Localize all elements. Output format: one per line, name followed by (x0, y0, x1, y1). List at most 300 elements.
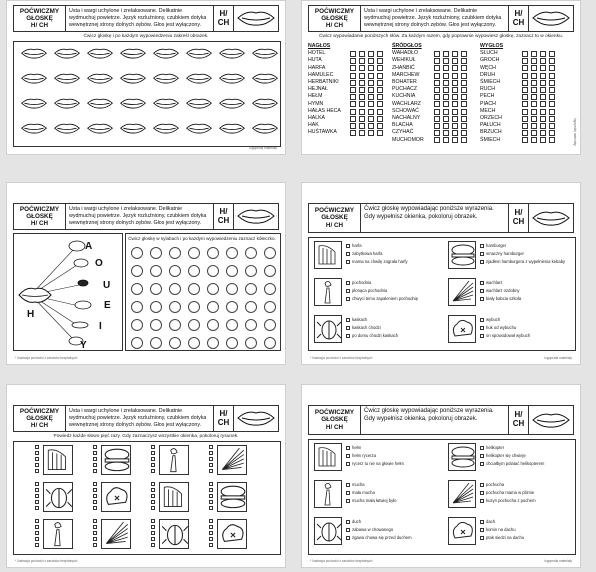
syllable-circle[interactable] (264, 283, 276, 295)
checkbox[interactable] (350, 109, 356, 115)
checkbox[interactable] (35, 537, 39, 541)
checkbox[interactable] (531, 116, 537, 122)
checkbox[interactable] (461, 51, 467, 57)
checkbox[interactable] (35, 543, 39, 547)
checkbox[interactable] (434, 94, 440, 100)
checkbox[interactable] (350, 73, 356, 79)
checkbox[interactable] (377, 58, 383, 64)
checkbox[interactable] (151, 463, 155, 467)
checkbox[interactable] (359, 80, 365, 86)
checkbox[interactable] (443, 80, 449, 86)
checkbox[interactable] (480, 252, 484, 256)
checkbox[interactable] (368, 65, 374, 71)
lips-icon[interactable] (186, 122, 212, 140)
checkbox[interactable] (443, 101, 449, 107)
checkbox[interactable] (522, 123, 528, 129)
checkbox[interactable] (452, 51, 458, 57)
checkbox[interactable] (350, 123, 356, 129)
checkbox[interactable] (209, 451, 213, 455)
lips-icon[interactable] (252, 47, 278, 65)
checkbox[interactable] (209, 469, 213, 473)
checkbox[interactable] (540, 80, 546, 86)
checkbox[interactable] (443, 109, 449, 115)
checkbox[interactable] (35, 506, 39, 510)
checkbox[interactable] (540, 130, 546, 136)
syllable-circle[interactable] (169, 319, 181, 331)
checkbox[interactable] (443, 130, 449, 136)
checkbox[interactable] (452, 109, 458, 115)
checkbox[interactable] (443, 123, 449, 129)
checkbox[interactable] (35, 463, 39, 467)
checkbox[interactable] (461, 65, 467, 71)
checkbox[interactable] (377, 101, 383, 107)
checkbox[interactable] (151, 543, 155, 547)
checkbox[interactable] (377, 109, 383, 115)
checkbox[interactable] (209, 445, 213, 449)
checkbox[interactable] (531, 51, 537, 57)
checkbox[interactable] (346, 528, 350, 532)
syllable-circle[interactable] (264, 247, 276, 259)
checkbox[interactable] (549, 94, 555, 100)
checkbox[interactable] (452, 65, 458, 71)
checkbox[interactable] (522, 73, 528, 79)
syllable-circle[interactable] (245, 247, 257, 259)
lips-icon[interactable] (153, 122, 179, 140)
checkbox[interactable] (531, 58, 537, 64)
checkbox[interactable] (522, 80, 528, 86)
checkbox[interactable] (93, 494, 97, 498)
syllable-circle[interactable] (226, 265, 238, 277)
checkbox[interactable] (346, 244, 350, 248)
checkbox[interactable] (368, 109, 374, 115)
checkbox[interactable] (346, 252, 350, 256)
checkbox[interactable] (522, 87, 528, 93)
checkbox[interactable] (359, 109, 365, 115)
checkbox[interactable] (350, 51, 356, 57)
checkbox[interactable] (443, 73, 449, 79)
checkbox[interactable] (434, 137, 440, 143)
checkbox[interactable] (346, 520, 350, 524)
syllable-circle[interactable] (169, 265, 181, 277)
checkbox[interactable] (93, 531, 97, 535)
checkbox[interactable] (549, 123, 555, 129)
checkbox[interactable] (368, 116, 374, 122)
syllable-circle[interactable] (169, 301, 181, 313)
syllable-circle[interactable] (207, 301, 219, 313)
checkbox[interactable] (434, 65, 440, 71)
checkbox[interactable] (540, 109, 546, 115)
checkbox[interactable] (359, 116, 365, 122)
checkbox[interactable] (209, 525, 213, 529)
syllable-circle[interactable] (169, 337, 181, 349)
lips-icon[interactable] (21, 122, 47, 140)
syllable-circle[interactable] (207, 283, 219, 295)
lips-icon[interactable] (87, 47, 113, 65)
checkbox[interactable] (35, 494, 39, 498)
checkbox[interactable] (461, 123, 467, 129)
syllable-circle[interactable] (207, 337, 219, 349)
checkbox[interactable] (350, 101, 356, 107)
syllable-circle[interactable] (264, 265, 276, 277)
syllable-circle[interactable] (131, 319, 143, 331)
syllable-circle[interactable] (245, 301, 257, 313)
checkbox[interactable] (346, 462, 350, 466)
lips-icon[interactable] (219, 97, 245, 115)
checkbox[interactable] (461, 109, 467, 115)
checkbox[interactable] (434, 87, 440, 93)
checkbox[interactable] (443, 51, 449, 57)
lips-icon[interactable] (252, 72, 278, 90)
checkbox[interactable] (93, 445, 97, 449)
lips-icon[interactable] (252, 122, 278, 140)
checkbox[interactable] (151, 451, 155, 455)
checkbox[interactable] (377, 73, 383, 79)
checkbox[interactable] (93, 543, 97, 547)
syllable-circle[interactable] (150, 247, 162, 259)
checkbox[interactable] (209, 537, 213, 541)
lips-icon[interactable] (120, 47, 146, 65)
lips-icon[interactable] (219, 122, 245, 140)
syllable-circle[interactable] (131, 283, 143, 295)
checkbox[interactable] (549, 73, 555, 79)
syllable-circle[interactable] (226, 319, 238, 331)
checkbox[interactable] (522, 109, 528, 115)
checkbox[interactable] (531, 80, 537, 86)
checkbox[interactable] (35, 488, 39, 492)
checkbox[interactable] (346, 289, 350, 293)
lips-icon[interactable] (252, 97, 278, 115)
checkbox[interactable] (522, 94, 528, 100)
checkbox[interactable] (461, 87, 467, 93)
lips-icon[interactable] (186, 72, 212, 90)
checkbox[interactable] (151, 537, 155, 541)
checkbox[interactable] (434, 109, 440, 115)
checkbox[interactable] (346, 260, 350, 264)
checkbox[interactable] (346, 318, 350, 322)
checkbox[interactable] (434, 73, 440, 79)
checkbox[interactable] (522, 137, 528, 143)
checkbox[interactable] (452, 94, 458, 100)
checkbox[interactable] (359, 58, 365, 64)
checkbox[interactable] (93, 525, 97, 529)
checkbox[interactable] (531, 137, 537, 143)
syllable-circle[interactable] (207, 247, 219, 259)
checkbox[interactable] (443, 116, 449, 122)
checkbox[interactable] (540, 101, 546, 107)
lips-icon[interactable] (54, 72, 80, 90)
syllable-circle[interactable] (245, 283, 257, 295)
checkbox[interactable] (461, 58, 467, 64)
checkbox[interactable] (531, 123, 537, 129)
checkbox[interactable] (35, 500, 39, 504)
lips-icon[interactable] (54, 47, 80, 65)
checkbox[interactable] (549, 116, 555, 122)
checkbox[interactable] (531, 94, 537, 100)
checkbox[interactable] (434, 101, 440, 107)
checkbox[interactable] (461, 73, 467, 79)
syllable-circle[interactable] (188, 319, 200, 331)
syllable-circle[interactable] (131, 337, 143, 349)
checkbox[interactable] (480, 491, 484, 495)
checkbox[interactable] (452, 137, 458, 143)
syllable-circle[interactable] (207, 319, 219, 331)
checkbox[interactable] (368, 51, 374, 57)
checkbox[interactable] (443, 137, 449, 143)
checkbox[interactable] (151, 519, 155, 523)
syllable-circle[interactable] (150, 265, 162, 277)
syllable-circle[interactable] (245, 337, 257, 349)
checkbox[interactable] (452, 87, 458, 93)
syllable-circle[interactable] (131, 301, 143, 313)
checkbox[interactable] (452, 123, 458, 129)
checkbox[interactable] (480, 281, 484, 285)
checkbox[interactable] (151, 445, 155, 449)
syllable-circle[interactable] (131, 265, 143, 277)
lips-icon[interactable] (186, 97, 212, 115)
checkbox[interactable] (151, 506, 155, 510)
checkbox[interactable] (151, 482, 155, 486)
checkbox[interactable] (549, 130, 555, 136)
syllable-circle[interactable] (169, 283, 181, 295)
checkbox[interactable] (531, 130, 537, 136)
syllable-circle[interactable] (207, 265, 219, 277)
checkbox[interactable] (531, 109, 537, 115)
lips-icon[interactable] (120, 122, 146, 140)
syllable-circle[interactable] (245, 265, 257, 277)
checkbox[interactable] (93, 451, 97, 455)
syllable-circle[interactable] (150, 319, 162, 331)
checkbox[interactable] (359, 123, 365, 129)
checkbox[interactable] (549, 51, 555, 57)
checkbox[interactable] (377, 94, 383, 100)
checkbox[interactable] (35, 519, 39, 523)
checkbox[interactable] (359, 51, 365, 57)
checkbox[interactable] (209, 506, 213, 510)
checkbox[interactable] (350, 65, 356, 71)
checkbox[interactable] (480, 528, 484, 532)
checkbox[interactable] (522, 65, 528, 71)
checkbox[interactable] (209, 482, 213, 486)
checkbox[interactable] (151, 469, 155, 473)
checkbox[interactable] (540, 123, 546, 129)
checkbox[interactable] (93, 519, 97, 523)
syllable-circle[interactable] (226, 247, 238, 259)
checkbox[interactable] (434, 58, 440, 64)
checkbox[interactable] (209, 457, 213, 461)
lips-icon[interactable] (186, 47, 212, 65)
syllable-circle[interactable] (150, 337, 162, 349)
syllable-circle[interactable] (264, 337, 276, 349)
checkbox[interactable] (522, 116, 528, 122)
checkbox[interactable] (540, 58, 546, 64)
lips-icon[interactable] (54, 122, 80, 140)
checkbox[interactable] (377, 130, 383, 136)
lips-icon[interactable] (120, 72, 146, 90)
lips-icon[interactable] (219, 47, 245, 65)
checkbox[interactable] (540, 94, 546, 100)
checkbox[interactable] (35, 445, 39, 449)
syllable-circle[interactable] (245, 319, 257, 331)
checkbox[interactable] (35, 469, 39, 473)
checkbox[interactable] (522, 58, 528, 64)
checkbox[interactable] (452, 73, 458, 79)
checkbox[interactable] (368, 80, 374, 86)
checkbox[interactable] (480, 446, 484, 450)
lips-icon[interactable] (87, 97, 113, 115)
checkbox[interactable] (35, 525, 39, 529)
checkbox[interactable] (452, 101, 458, 107)
checkbox[interactable] (461, 130, 467, 136)
checkbox[interactable] (480, 483, 484, 487)
syllable-circle[interactable] (188, 301, 200, 313)
checkbox[interactable] (35, 531, 39, 535)
checkbox[interactable] (359, 94, 365, 100)
checkbox[interactable] (35, 451, 39, 455)
checkbox[interactable] (531, 73, 537, 79)
checkbox[interactable] (377, 80, 383, 86)
checkbox[interactable] (359, 130, 365, 136)
checkbox[interactable] (480, 326, 484, 330)
checkbox[interactable] (531, 101, 537, 107)
checkbox[interactable] (368, 58, 374, 64)
checkbox[interactable] (350, 94, 356, 100)
syllable-circle[interactable] (188, 247, 200, 259)
checkbox[interactable] (480, 499, 484, 503)
lips-icon[interactable] (87, 72, 113, 90)
checkbox[interactable] (151, 457, 155, 461)
checkbox[interactable] (35, 482, 39, 486)
checkbox[interactable] (531, 87, 537, 93)
checkbox[interactable] (151, 531, 155, 535)
checkbox[interactable] (480, 536, 484, 540)
checkbox[interactable] (346, 491, 350, 495)
checkbox[interactable] (452, 130, 458, 136)
checkbox[interactable] (346, 454, 350, 458)
checkbox[interactable] (346, 499, 350, 503)
checkbox[interactable] (549, 87, 555, 93)
checkbox[interactable] (377, 123, 383, 129)
checkbox[interactable] (480, 260, 484, 264)
checkbox[interactable] (346, 536, 350, 540)
checkbox[interactable] (522, 51, 528, 57)
checkbox[interactable] (350, 130, 356, 136)
lips-icon[interactable] (219, 72, 245, 90)
checkbox[interactable] (346, 446, 350, 450)
lips-icon[interactable] (21, 47, 47, 65)
checkbox[interactable] (350, 80, 356, 86)
checkbox[interactable] (443, 58, 449, 64)
checkbox[interactable] (368, 94, 374, 100)
checkbox[interactable] (531, 65, 537, 71)
checkbox[interactable] (151, 525, 155, 529)
checkbox[interactable] (452, 58, 458, 64)
checkbox[interactable] (434, 123, 440, 129)
checkbox[interactable] (359, 101, 365, 107)
checkbox[interactable] (443, 65, 449, 71)
checkbox[interactable] (540, 73, 546, 79)
checkbox[interactable] (209, 500, 213, 504)
checkbox[interactable] (368, 123, 374, 129)
checkbox[interactable] (549, 58, 555, 64)
checkbox[interactable] (359, 87, 365, 93)
checkbox[interactable] (93, 463, 97, 467)
checkbox[interactable] (480, 297, 484, 301)
lips-icon[interactable] (87, 122, 113, 140)
lips-icon[interactable] (21, 72, 47, 90)
checkbox[interactable] (346, 334, 350, 338)
checkbox[interactable] (377, 116, 383, 122)
checkbox[interactable] (549, 101, 555, 107)
checkbox[interactable] (209, 488, 213, 492)
lips-icon[interactable] (120, 97, 146, 115)
syllable-circle[interactable] (226, 301, 238, 313)
checkbox[interactable] (368, 73, 374, 79)
checkbox[interactable] (93, 500, 97, 504)
checkbox[interactable] (368, 130, 374, 136)
checkbox[interactable] (346, 326, 350, 330)
checkbox[interactable] (461, 80, 467, 86)
checkbox[interactable] (350, 87, 356, 93)
checkbox[interactable] (540, 87, 546, 93)
checkbox[interactable] (461, 94, 467, 100)
lips-icon[interactable] (153, 47, 179, 65)
syllable-circle[interactable] (188, 265, 200, 277)
checkbox[interactable] (522, 130, 528, 136)
checkbox[interactable] (377, 51, 383, 57)
checkbox[interactable] (540, 65, 546, 71)
checkbox[interactable] (461, 137, 467, 143)
lips-icon[interactable] (21, 97, 47, 115)
checkbox[interactable] (151, 500, 155, 504)
checkbox[interactable] (434, 116, 440, 122)
checkbox[interactable] (540, 137, 546, 143)
checkbox[interactable] (480, 454, 484, 458)
lips-icon[interactable] (54, 97, 80, 115)
checkbox[interactable] (350, 116, 356, 122)
checkbox[interactable] (522, 101, 528, 107)
lips-icon[interactable] (153, 97, 179, 115)
checkbox[interactable] (434, 51, 440, 57)
syllable-circle[interactable] (188, 337, 200, 349)
checkbox[interactable] (452, 116, 458, 122)
checkbox[interactable] (209, 543, 213, 547)
checkbox[interactable] (93, 469, 97, 473)
checkbox[interactable] (377, 87, 383, 93)
checkbox[interactable] (151, 488, 155, 492)
checkbox[interactable] (480, 318, 484, 322)
checkbox[interactable] (346, 483, 350, 487)
checkbox[interactable] (549, 65, 555, 71)
checkbox[interactable] (151, 494, 155, 498)
checkbox[interactable] (209, 463, 213, 467)
checkbox[interactable] (461, 116, 467, 122)
syllable-circle[interactable] (150, 283, 162, 295)
checkbox[interactable] (346, 297, 350, 301)
syllable-circle[interactable] (131, 247, 143, 259)
checkbox[interactable] (434, 130, 440, 136)
checkbox[interactable] (549, 109, 555, 115)
checkbox[interactable] (93, 457, 97, 461)
lips-icon[interactable] (153, 72, 179, 90)
checkbox[interactable] (93, 537, 97, 541)
checkbox[interactable] (480, 520, 484, 524)
checkbox[interactable] (209, 494, 213, 498)
checkbox[interactable] (368, 101, 374, 107)
checkbox[interactable] (209, 531, 213, 535)
checkbox[interactable] (359, 65, 365, 71)
checkbox[interactable] (540, 116, 546, 122)
syllable-circle[interactable] (264, 301, 276, 313)
